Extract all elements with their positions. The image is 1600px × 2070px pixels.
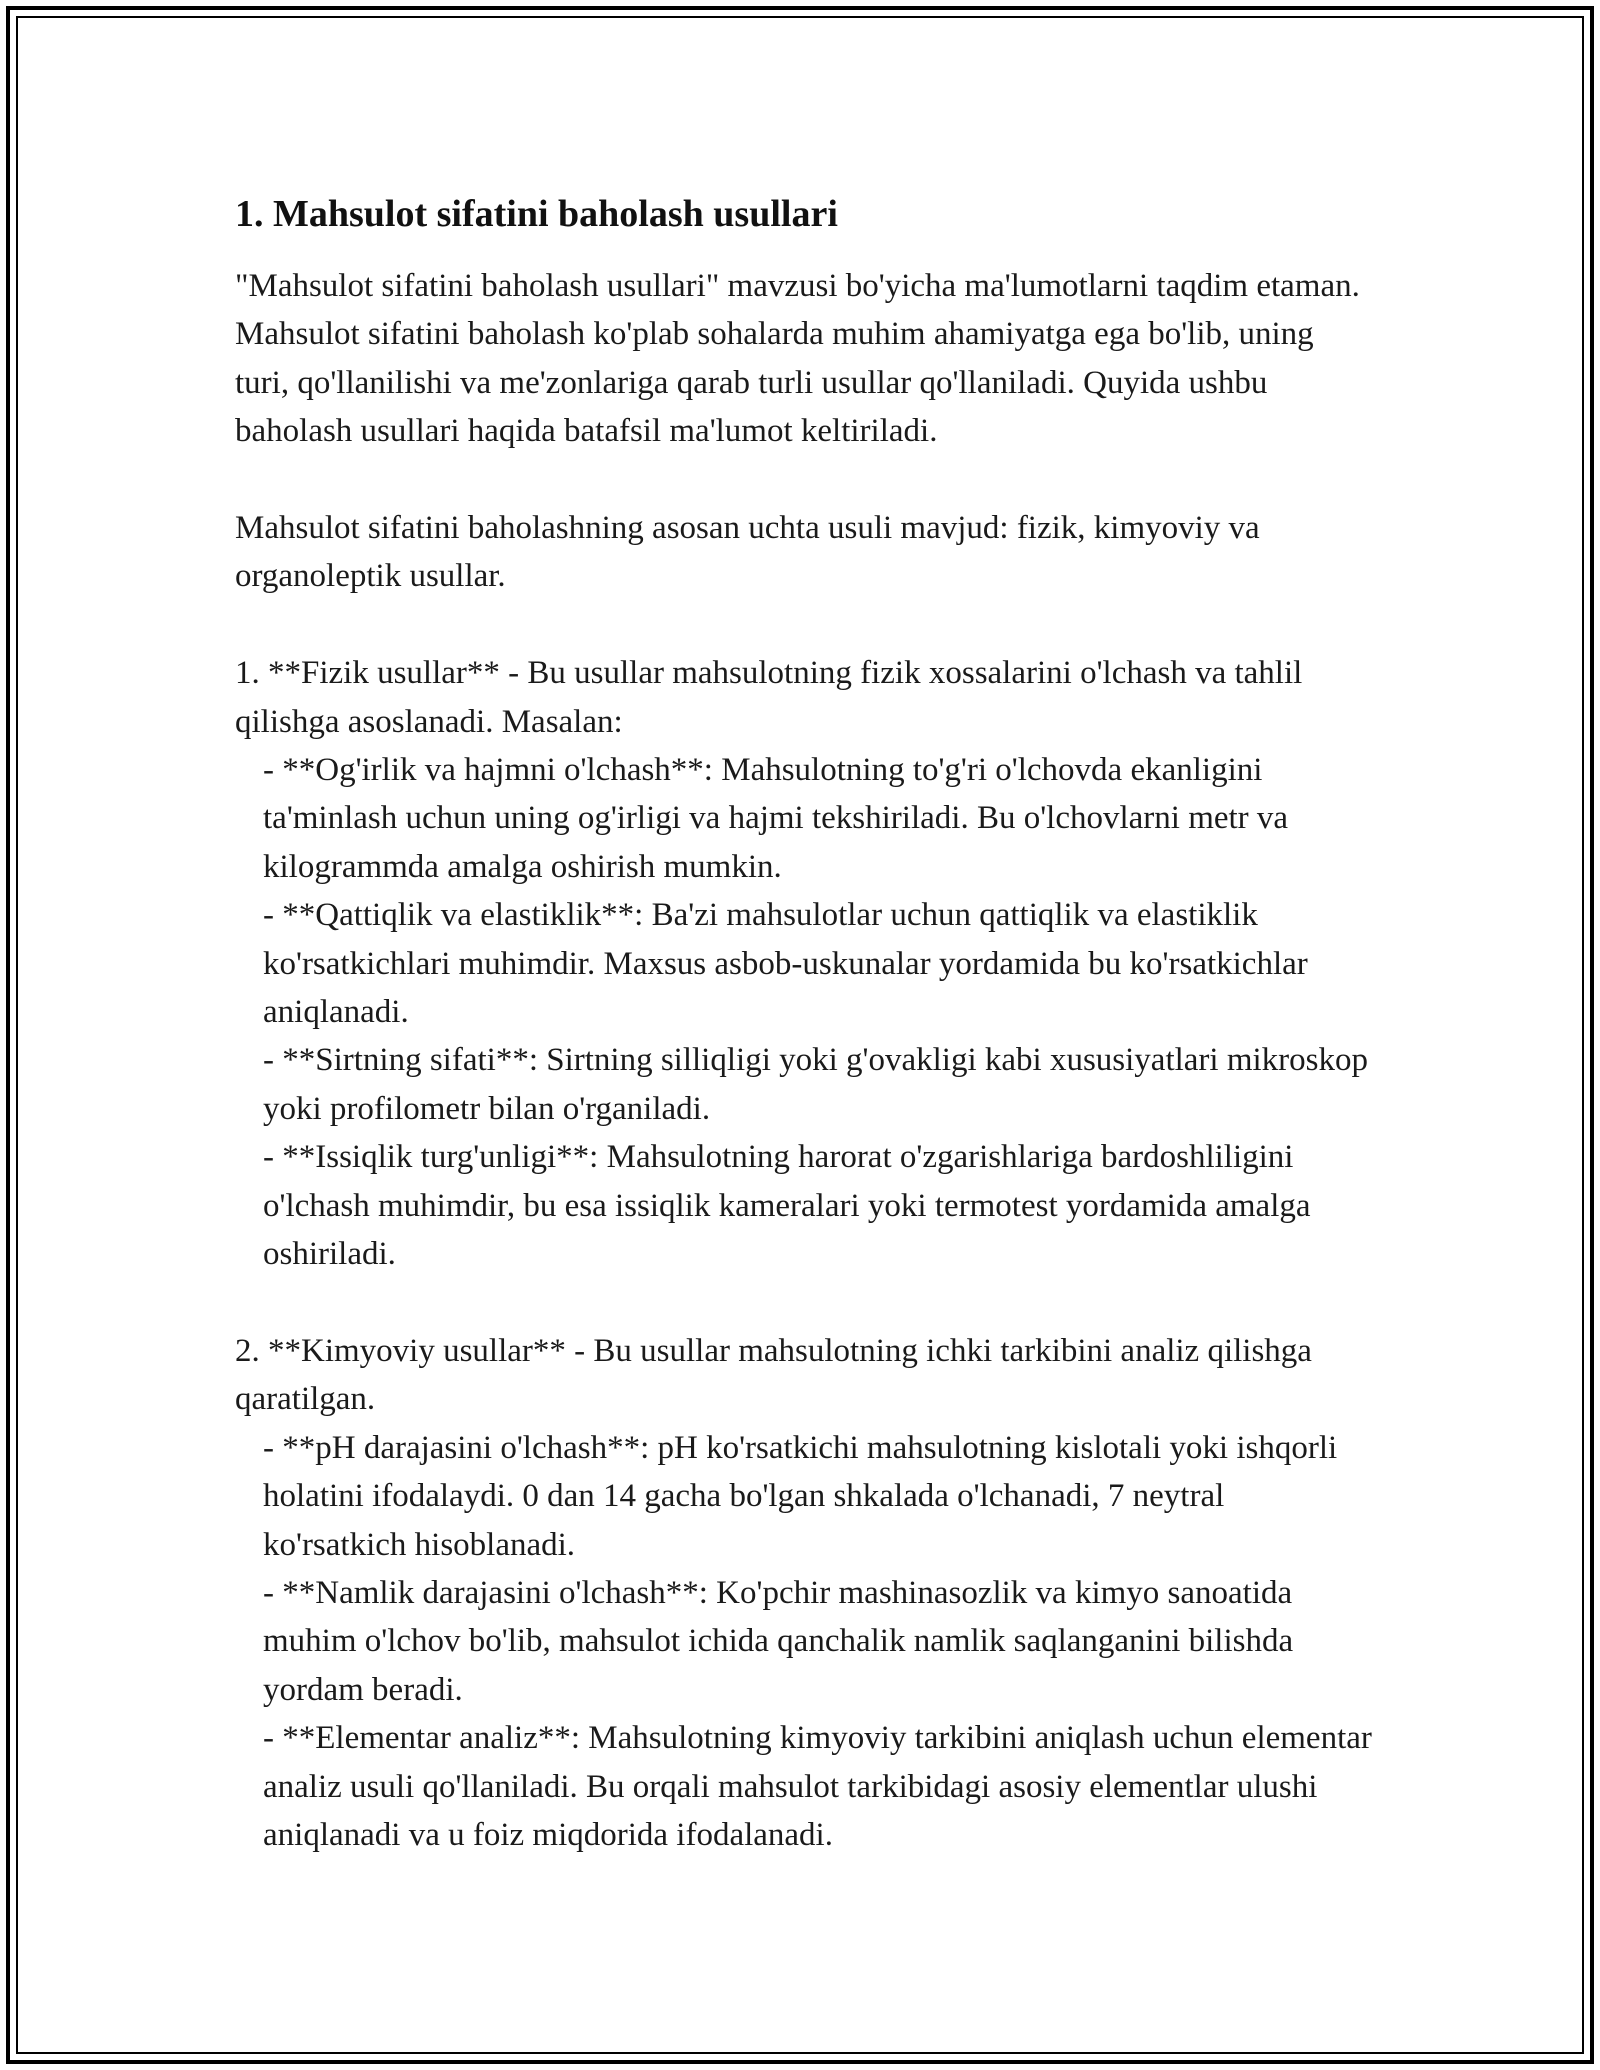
list-item-moisture-level: - **Namlik darajasini o'lchash**: Ko'pchir mashinasozlik va kimyo sanoatida muhim o'lchov bo'lib, mahsulot ichida qanchalik namlik saqlanganini bilishda yordam beradi.: [263, 1574, 1294, 1708]
list-item-ph-level: - **pH darajasini o'lchash**: pH ko'rsatkichi mahsulotning kislotali yoki ishqorli holatini ifodalaydi. 0 dan 14 gacha bo'lgan shkalada o'lchanadi, 7 neytral ko'rsatkich hisoblanadi.: [263, 1429, 1338, 1563]
chemical-methods-title: 2. **Kimyoviy usullar** - Bu usullar mahsulotning ichki tarkibini analiz qilishga qaratilgan.: [235, 1332, 1312, 1418]
paragraph-gap: [235, 601, 1375, 649]
list-item-surface-quality: - **Sirtning sifati**: Sirtning silliqligi yoki g'ovakligi kabi xususiyatlari mikroskop yoki profilometr bilan o'rganiladi.: [263, 1042, 1369, 1127]
list-item-elemental-analysis: - **Elementar analiz**: Mahsulotning kimyoviy tarkibini aniqlash uchun elementar analiz usuli qo'llaniladi. Bu orqali mahsulot tarkibidagi asosiy elementlar ulushi aniqlanadi va u foiz miqdorida ifodalanadi.: [263, 1720, 1372, 1853]
list-item-hardness-elasticity: - **Qattiqlik va elastiklik**: Ba'zi mahsulotlar uchun qattiqlik va elastiklik ko'rsatkichlari muhimdir. Maxsus asbob-uskunalar yordamida bu ko'rsatkichlar aniqlanadi.: [263, 897, 1308, 1031]
paragraph-gap: [235, 456, 1375, 504]
intro-paragraph: "Mahsulot sifatini baholash usullari" mavzusi bo'yicha ma'lumotlarni taqdim etaman. Mahsulot sifatini baholash ko'plab sohalarda muhim ahamiyatga ega bo'lib, uning turi, qo'llanilishi va me'zonlariga qarab turli usullar qo'llaniladi. Quyida ushbu baholash usullari haqida batafsil ma'lumot keltiriladi.: [235, 268, 1360, 450]
section-heading: 1. Mahsulot sifatini baholash usullari: [235, 193, 838, 235]
physical-methods-title: 1. **Fizik usullar** - Bu usullar mahsulotning fizik xossalarini o'lchash va tahlil qilishga asoslanadi. Masalan:: [235, 655, 1303, 740]
physical-methods-section: [235, 649, 1375, 1278]
list-item-thermal-stability: - **Issiqlik turg'unligi**: Mahsulotning harorat o'zgarishlariga bardoshliligini o'lchash muhimdir, bu esa issiqlik kameralari yoki termotest yordamida amalga oshiriladi.: [263, 1139, 1311, 1273]
chemical-methods-section: [235, 1327, 1375, 1859]
overview-paragraph: Mahsulot sifatini baholashning asosan uchta usuli mavjud: fizik, kimyoviy va organoleptik usullar.: [235, 510, 1260, 595]
paragraph-gap: [235, 1279, 1375, 1327]
document-body: [235, 186, 1375, 1859]
list-item-weight-volume: - **Og'irlik va hajmni o'lchash**: Mahsulotning to'g'ri o'lchovda ekanligini ta'minlash uchun uning og'irligi va hajmi tekshiriladi. Bu o'lchovlarni metr va kilogrammda amalga oshirish mumkin.: [263, 752, 1289, 885]
